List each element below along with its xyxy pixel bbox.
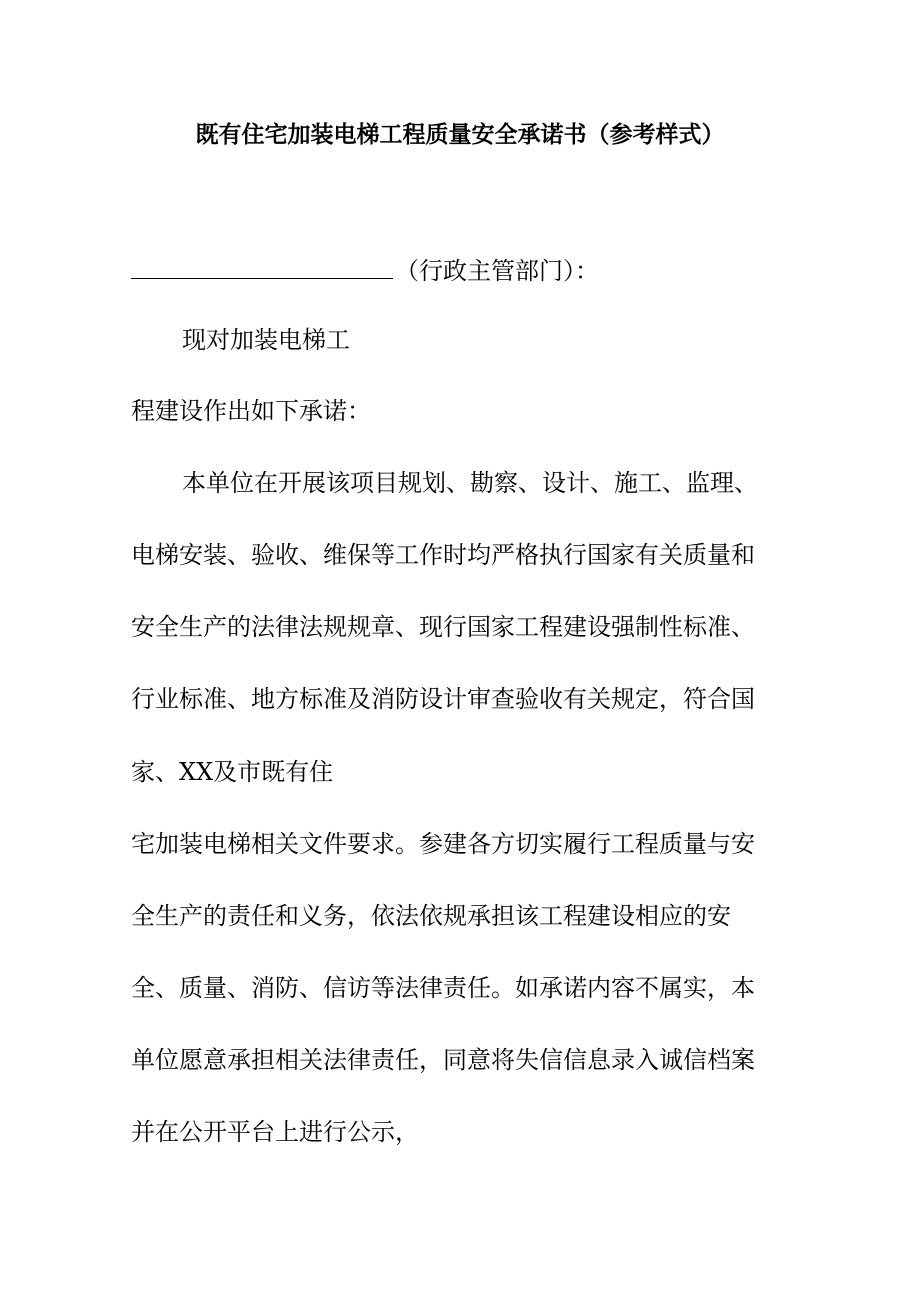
body-line: 现对加装电梯工	[182, 326, 350, 354]
body-line: 家、XX及市既有住	[131, 758, 334, 786]
body-line: 程建设作出如下承诺：	[131, 397, 371, 425]
body-line: 全生产的责任和义务，依法依规承担该工程建设相应的安	[131, 902, 731, 930]
body-line: 并在公开平台上进行公示，	[131, 1118, 419, 1146]
body-line: 电梯安装、验收、维保等工作时均严格执行国家有关质量和	[131, 541, 755, 569]
body-line: 宅加装电梯相关文件要求。参建各方切实履行工程质量与安	[131, 830, 755, 858]
addressee-suffix: （行政主管部门）：	[395, 257, 599, 285]
addressee-line	[131, 256, 599, 286]
document-title: 既有住宅加装电梯工程质量安全承诺书（参考样式）	[195, 121, 725, 148]
body-line: 安全生产的法律法规规章、现行国家工程建设强制性标准、	[131, 613, 755, 641]
body-line: 全、质量、消防、信访等法律责任。如承诺内容不属实，本	[131, 974, 755, 1002]
body-line: 单位愿意承担相关法律责任，同意将失信信息录入诚信档案	[131, 1046, 755, 1074]
body-line: 行业标准、地方标准及消防设计审查验收有关规定，符合国	[131, 685, 755, 713]
body-line: 本单位在开展该项目规划、勘察、设计、施工、监理、	[182, 469, 758, 497]
addressee-blank-field[interactable]	[131, 256, 393, 279]
